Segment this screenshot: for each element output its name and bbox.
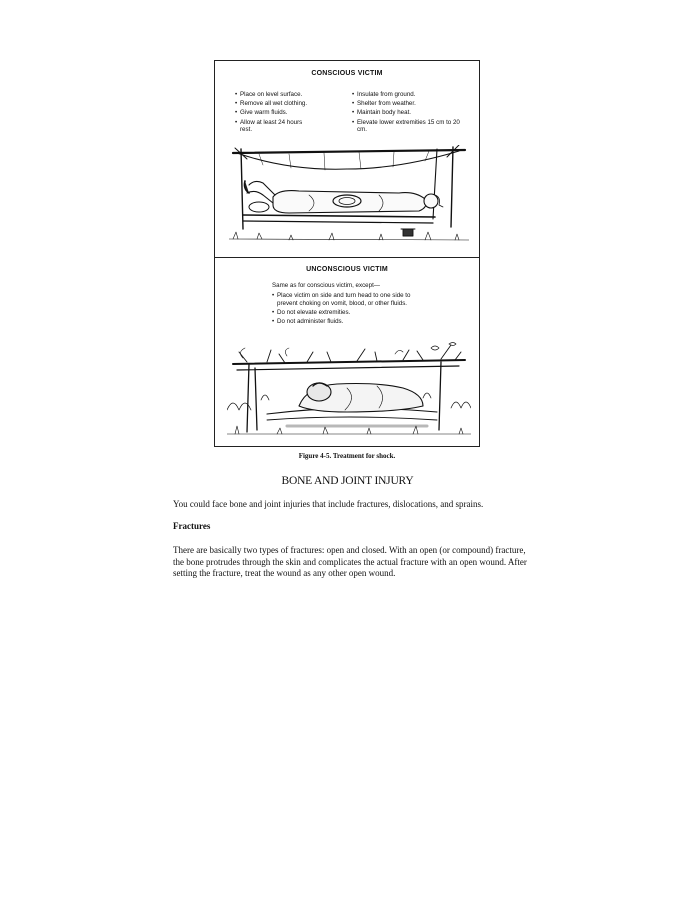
figure-treatment-for-shock [214,60,480,447]
conscious-left-list [235,91,347,135]
list-item: • Shelter from weather. [352,100,462,108]
unconscious-victim-title: UNCONSCIOUS VICTIM [306,266,388,273]
list-item: • Maintain body heat. [352,109,462,117]
figure-caption: Figure 4-5. Treatment for shock. [298,452,396,460]
subheading-fractures: Fractures [173,521,211,531]
list-item: • Remove all wet clothing. [235,100,347,108]
unconscious-victim-illustration [227,340,471,440]
fractures-paragraph: There are basically two types of fractures: open and closed. With an open (or compound) fracture, the bone protrudes through the skin and complicates the actual fracture with an open wound. After setting the fracture, treat the wound as any other open wound. [173,545,527,578]
unconscious-intro: Same as for conscious victim, except— [272,282,380,289]
list-item: • Place victim on side and turn head to one side to prevent choking on vomit, blood, or other fluids. [272,292,412,307]
unconscious-victim-panel [215,258,479,446]
conscious-victim-panel [215,61,479,257]
list-item: • Insulate from ground. [352,91,462,99]
list-item: • Place on level surface. [235,91,347,99]
conscious-victim-illustration [229,145,469,247]
conscious-victim-title: CONSCIOUS VICTIM [311,70,383,77]
list-item: • Do not elevate extremities. [272,309,412,317]
section-heading: BONE AND JOINT INJURY [281,475,414,487]
list-item: • Do not administer fluids. [272,318,412,326]
intro-paragraph: You could face bone and joint injuries that include fractures, dislocations, and sprains. [173,499,484,509]
unconscious-list [272,292,412,327]
conscious-right-list [352,91,462,135]
list-item: • Allow at least 24 hours rest. [235,119,312,134]
list-item: • Give warm fluids. [235,109,347,117]
list-item: • Elevate lower extremities 15 cm to 20 cm. [352,119,462,134]
